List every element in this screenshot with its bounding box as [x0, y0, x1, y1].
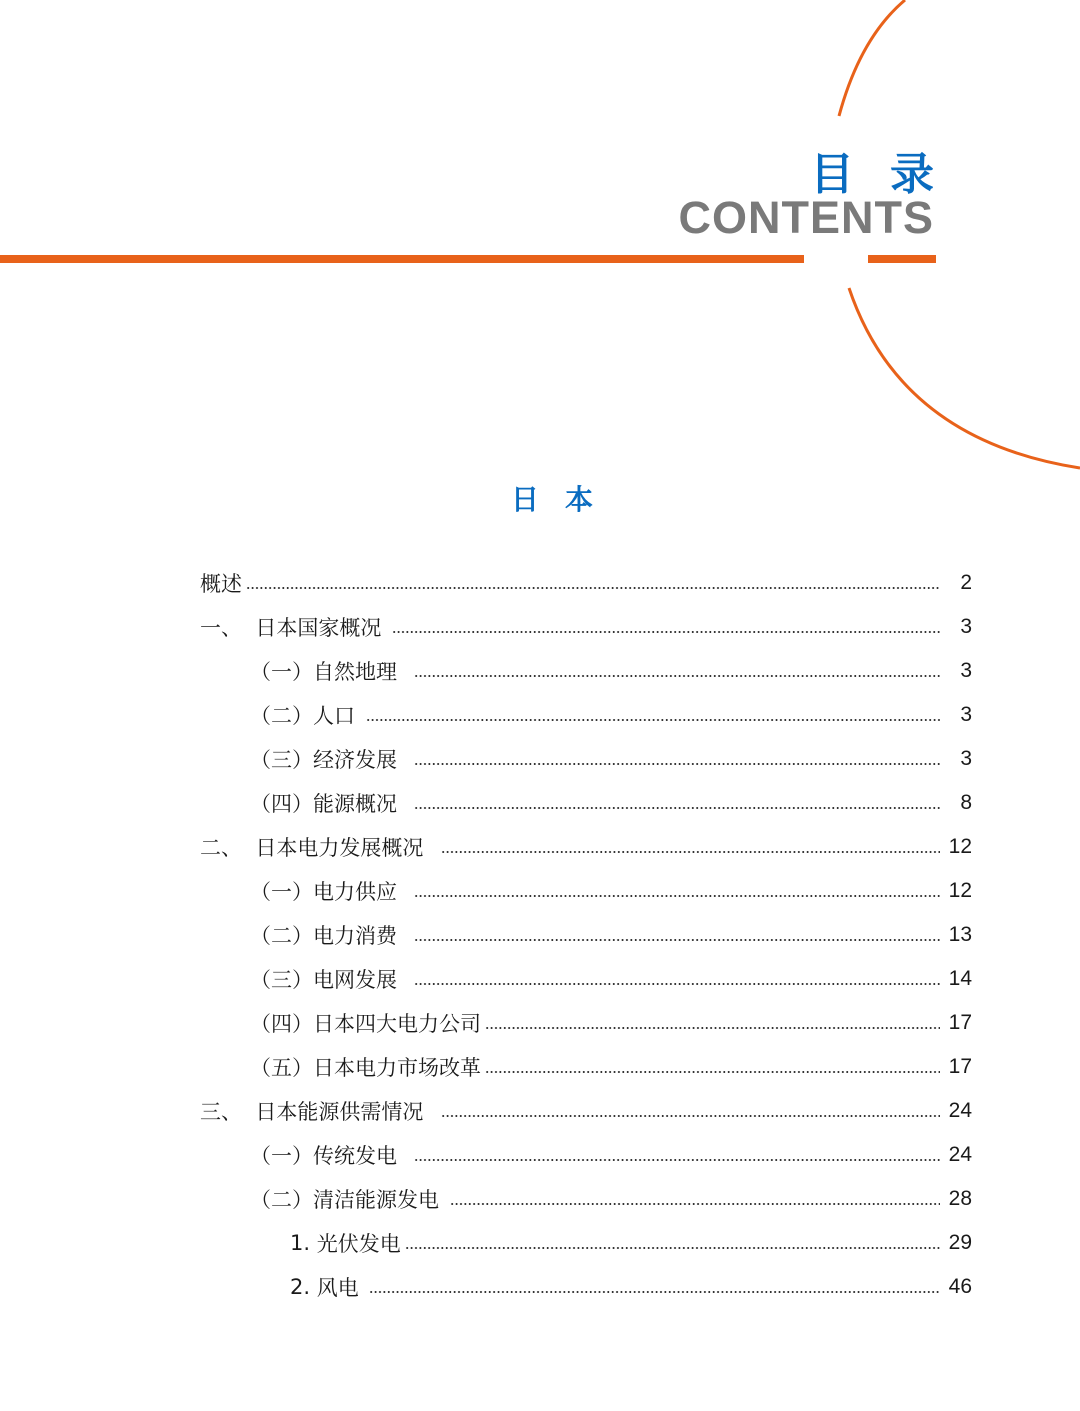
dot-leader: [414, 675, 940, 677]
toc-entry-number: （四）: [250, 792, 313, 816]
dot-leader: [246, 587, 940, 589]
dot-leader: [414, 983, 940, 985]
toc-entry-label: 人口: [313, 704, 362, 728]
toc-entry-page: 17: [948, 1011, 972, 1034]
toc-entry-number: （一）: [250, 880, 313, 904]
toc-entry-page: 17: [948, 1055, 972, 1078]
toc-entry-number: （二）: [250, 1188, 313, 1212]
toc-entry-page: 12: [948, 879, 972, 902]
toc-entry-label: 传统发电: [313, 1144, 411, 1168]
toc-entry-number: （五）: [250, 1056, 313, 1080]
toc-entry[interactable]: [200, 825, 972, 869]
toc-entry-label: 日本四大电力公司: [313, 1012, 481, 1036]
toc-entry-number: 二、: [200, 836, 256, 860]
toc-entry-number: （二）: [250, 924, 313, 948]
toc-entry-label: 电力供应: [313, 880, 411, 904]
toc-entry-page: 46: [948, 1275, 972, 1298]
toc-entry-label: 光伏发电: [316, 1232, 401, 1256]
toc-entry-number: （一）: [250, 1144, 313, 1168]
toc-entry-label: 概述: [200, 572, 242, 596]
toc-title-chinese: 目录: [810, 149, 970, 200]
dot-leader: [405, 1247, 940, 1249]
toc-entry[interactable]: [200, 561, 972, 605]
orange-rule-left: [0, 255, 804, 263]
toc-entry[interactable]: [200, 649, 972, 693]
toc-entry-page: 3: [960, 703, 972, 726]
toc-entry[interactable]: [200, 1265, 972, 1309]
toc-entry-page: 3: [960, 659, 972, 682]
dot-leader: [414, 939, 940, 941]
toc-entry-label: 经济发展: [313, 748, 411, 772]
dot-leader: [485, 1027, 940, 1029]
toc-entry-label: 日本电力发展概况: [255, 836, 437, 860]
toc-entry-number: （二）: [250, 704, 313, 728]
dot-leader: [485, 1071, 940, 1073]
dot-leader: [441, 851, 940, 853]
toc-entry-label: 能源概况: [313, 792, 411, 816]
toc-entry[interactable]: [200, 693, 972, 737]
toc-entry-page: 3: [960, 615, 972, 638]
dot-leader: [414, 807, 940, 809]
table-of-contents: [200, 561, 972, 1309]
toc-entry[interactable]: [200, 1045, 972, 1089]
toc-entry-number: 1.: [290, 1231, 317, 1255]
toc-entry-page: 13: [948, 923, 972, 946]
toc-title-english: CONTENTS: [678, 192, 934, 243]
toc-entry-label: 日本国家概况: [255, 616, 389, 640]
dot-leader: [441, 1115, 940, 1117]
section-title: 日本: [510, 483, 619, 516]
toc-entry-number: （一）: [250, 660, 313, 684]
toc-entry[interactable]: [200, 1133, 972, 1177]
toc-entry[interactable]: [200, 1089, 972, 1133]
dot-leader: [414, 1159, 940, 1161]
dot-leader: [392, 631, 940, 633]
toc-entry-page: 28: [948, 1187, 972, 1210]
dot-leader: [366, 719, 940, 721]
orange-rule-right: [868, 255, 936, 263]
toc-entry-page: 2: [960, 571, 972, 594]
toc-entry[interactable]: [200, 1177, 972, 1221]
dot-leader: [414, 895, 940, 897]
toc-entry[interactable]: [200, 737, 972, 781]
toc-entry-label: 日本能源供需情况: [255, 1100, 437, 1124]
dot-leader: [414, 763, 940, 765]
orange-arc-top: [839, 0, 905, 116]
toc-entry[interactable]: [200, 781, 972, 825]
toc-entry-number: （四）: [250, 1012, 313, 1036]
toc-entry-label: 电力消费: [313, 924, 411, 948]
toc-entry-number: （三）: [250, 968, 313, 992]
toc-entry-page: 8: [960, 791, 972, 814]
toc-entry-number: 2.: [290, 1275, 317, 1299]
toc-entry-page: 14: [948, 967, 972, 990]
toc-entry[interactable]: [200, 1001, 972, 1045]
toc-entry-page: 12: [948, 835, 972, 858]
toc-entry-label: 自然地理: [313, 660, 411, 684]
toc-entry-label: 电网发展: [313, 968, 411, 992]
toc-entry[interactable]: [200, 1221, 972, 1265]
dot-leader: [369, 1291, 940, 1293]
dot-leader: [450, 1203, 940, 1205]
toc-entry-page: 29: [948, 1231, 972, 1254]
toc-entry[interactable]: [200, 605, 972, 649]
toc-entry-number: 三、: [200, 1100, 256, 1124]
orange-arc-bottom: [849, 288, 1080, 468]
toc-entry-page: 24: [948, 1099, 972, 1122]
toc-entry[interactable]: [200, 913, 972, 957]
toc-entry-page: 24: [948, 1143, 972, 1166]
toc-entry-page: 3: [960, 747, 972, 770]
toc-entry-label: 风电: [316, 1276, 366, 1300]
toc-entry[interactable]: [200, 957, 972, 1001]
toc-entry[interactable]: [200, 869, 972, 913]
toc-entry-number: 一、: [200, 616, 256, 640]
toc-entry-label: 日本电力市场改革: [313, 1056, 481, 1080]
toc-entry-number: （三）: [250, 748, 313, 772]
toc-entry-label: 清洁能源发电: [313, 1188, 446, 1212]
